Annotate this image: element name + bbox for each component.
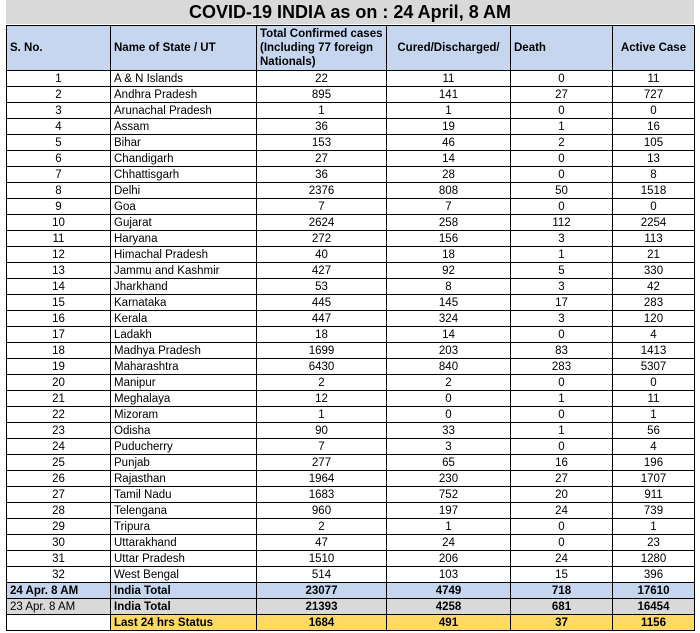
total-confirmed: 23077 bbox=[257, 583, 387, 599]
cell-sno: 32 bbox=[7, 567, 111, 583]
cell-cured: 14 bbox=[387, 327, 511, 343]
cell-death: 0 bbox=[511, 151, 613, 167]
table-row bbox=[7, 423, 695, 439]
cell-active: 0 bbox=[613, 375, 695, 391]
cell-active: 4 bbox=[613, 327, 695, 343]
page-title: COVID-19 INDIA as on : 24 April, 8 AM bbox=[6, 0, 694, 24]
table-row bbox=[7, 439, 695, 455]
cell-active: 105 bbox=[613, 135, 695, 151]
cell-death: 1 bbox=[511, 247, 613, 263]
cell-confirmed: 6430 bbox=[257, 359, 387, 375]
cell-state: Mizoram bbox=[111, 407, 257, 423]
table-row bbox=[7, 87, 695, 103]
cell-death: 0 bbox=[511, 327, 613, 343]
table-row bbox=[7, 487, 695, 503]
total-active: 17610 bbox=[613, 583, 695, 599]
cell-sno: 11 bbox=[7, 231, 111, 247]
cell-state: Telengana bbox=[111, 503, 257, 519]
cell-active: 42 bbox=[613, 279, 695, 295]
cell-sno: 4 bbox=[7, 119, 111, 135]
cell-sno: 24 bbox=[7, 439, 111, 455]
table-row bbox=[7, 391, 695, 407]
cell-active: 11 bbox=[613, 391, 695, 407]
cell-confirmed: 960 bbox=[257, 503, 387, 519]
cell-confirmed: 277 bbox=[257, 455, 387, 471]
cell-death: 0 bbox=[511, 375, 613, 391]
table-row bbox=[7, 231, 695, 247]
cell-sno: 14 bbox=[7, 279, 111, 295]
cell-state: Arunachal Pradesh bbox=[111, 103, 257, 119]
cell-sno: 19 bbox=[7, 359, 111, 375]
cell-cured: 8 bbox=[387, 279, 511, 295]
cell-confirmed: 427 bbox=[257, 263, 387, 279]
cell-cured: 24 bbox=[387, 535, 511, 551]
cell-sno: 13 bbox=[7, 263, 111, 279]
total-death: 681 bbox=[511, 599, 613, 615]
cell-sno: 9 bbox=[7, 199, 111, 215]
status-label: Last 24 hrs Status bbox=[111, 615, 257, 631]
cell-sno: 16 bbox=[7, 311, 111, 327]
cell-active: 727 bbox=[613, 87, 695, 103]
cell-death: 0 bbox=[511, 407, 613, 423]
cell-sno: 8 bbox=[7, 183, 111, 199]
table-row bbox=[7, 375, 695, 391]
cell-confirmed: 36 bbox=[257, 119, 387, 135]
cell-confirmed: 1 bbox=[257, 407, 387, 423]
cell-state: Madhya Pradesh bbox=[111, 343, 257, 359]
cell-death: 1 bbox=[511, 391, 613, 407]
cell-confirmed: 7 bbox=[257, 439, 387, 455]
total-cured: 4749 bbox=[387, 583, 511, 599]
cell-sno: 1 bbox=[7, 71, 111, 87]
cell-active: 1707 bbox=[613, 471, 695, 487]
cell-active: 0 bbox=[613, 199, 695, 215]
cell-state: Odisha bbox=[111, 423, 257, 439]
cell-death: 0 bbox=[511, 103, 613, 119]
header-state: Name of State / UT bbox=[111, 26, 257, 71]
cell-state: Chandigarh bbox=[111, 151, 257, 167]
cell-state: Chhattisgarh bbox=[111, 167, 257, 183]
cell-active: 1518 bbox=[613, 183, 695, 199]
table-row bbox=[7, 519, 695, 535]
cell-state: West Bengal bbox=[111, 567, 257, 583]
cell-cured: 33 bbox=[387, 423, 511, 439]
cell-cured: 65 bbox=[387, 455, 511, 471]
cell-sno: 18 bbox=[7, 343, 111, 359]
cell-state: Himachal Pradesh bbox=[111, 247, 257, 263]
cell-state: Haryana bbox=[111, 231, 257, 247]
table-row bbox=[7, 503, 695, 519]
total-confirmed: 21393 bbox=[257, 599, 387, 615]
cell-death: 20 bbox=[511, 487, 613, 503]
cell-confirmed: 514 bbox=[257, 567, 387, 583]
table-row bbox=[7, 535, 695, 551]
cell-cured: 324 bbox=[387, 311, 511, 327]
cell-state: Tamil Nadu bbox=[111, 487, 257, 503]
table-row bbox=[7, 199, 695, 215]
cell-confirmed: 272 bbox=[257, 231, 387, 247]
cell-death: 5 bbox=[511, 263, 613, 279]
cell-cured: 11 bbox=[387, 71, 511, 87]
table-row bbox=[7, 567, 695, 583]
cell-death: 0 bbox=[511, 199, 613, 215]
cell-state: Uttar Pradesh bbox=[111, 551, 257, 567]
cell-cured: 0 bbox=[387, 391, 511, 407]
cell-cured: 18 bbox=[387, 247, 511, 263]
table-row bbox=[7, 295, 695, 311]
cell-cured: 258 bbox=[387, 215, 511, 231]
table-row bbox=[7, 183, 695, 199]
cell-active: 196 bbox=[613, 455, 695, 471]
cell-death: 27 bbox=[511, 87, 613, 103]
cell-death: 27 bbox=[511, 471, 613, 487]
cell-sno: 27 bbox=[7, 487, 111, 503]
cell-active: 21 bbox=[613, 247, 695, 263]
cell-cured: 14 bbox=[387, 151, 511, 167]
table-row bbox=[7, 135, 695, 151]
cell-cured: 0 bbox=[387, 407, 511, 423]
cell-active: 1280 bbox=[613, 551, 695, 567]
table-row bbox=[7, 119, 695, 135]
table-row bbox=[7, 455, 695, 471]
total-label: India Total bbox=[111, 583, 257, 599]
cell-state: Puducherry bbox=[111, 439, 257, 455]
cell-death: 24 bbox=[511, 551, 613, 567]
cell-confirmed: 447 bbox=[257, 311, 387, 327]
status-confirmed: 1684 bbox=[257, 615, 387, 631]
cell-cured: 1 bbox=[387, 103, 511, 119]
cell-confirmed: 1964 bbox=[257, 471, 387, 487]
cell-confirmed: 7 bbox=[257, 199, 387, 215]
cell-sno: 17 bbox=[7, 327, 111, 343]
cell-confirmed: 18 bbox=[257, 327, 387, 343]
covid-cases-table bbox=[6, 25, 695, 631]
cell-death: 3 bbox=[511, 311, 613, 327]
cell-confirmed: 1510 bbox=[257, 551, 387, 567]
cell-sno: 20 bbox=[7, 375, 111, 391]
cell-state: Delhi bbox=[111, 183, 257, 199]
cell-active: 330 bbox=[613, 263, 695, 279]
table-row bbox=[7, 343, 695, 359]
cell-state: Manipur bbox=[111, 375, 257, 391]
cell-state: Tripura bbox=[111, 519, 257, 535]
cell-active: 5307 bbox=[613, 359, 695, 375]
cell-active: 1 bbox=[613, 519, 695, 535]
status-death: 37 bbox=[511, 615, 613, 631]
cell-sno: 2 bbox=[7, 87, 111, 103]
cell-confirmed: 445 bbox=[257, 295, 387, 311]
header-active: Active Case bbox=[613, 26, 695, 71]
cell-sno: 23 bbox=[7, 423, 111, 439]
cell-confirmed: 2 bbox=[257, 519, 387, 535]
cell-state: Jharkhand bbox=[111, 279, 257, 295]
table-row bbox=[7, 359, 695, 375]
cell-sno: 25 bbox=[7, 455, 111, 471]
status-active: 1156 bbox=[613, 615, 695, 631]
cell-active: 113 bbox=[613, 231, 695, 247]
cell-confirmed: 47 bbox=[257, 535, 387, 551]
cell-confirmed: 1683 bbox=[257, 487, 387, 503]
cell-cured: 197 bbox=[387, 503, 511, 519]
cell-sno: 10 bbox=[7, 215, 111, 231]
cell-confirmed: 1699 bbox=[257, 343, 387, 359]
cell-confirmed: 2 bbox=[257, 375, 387, 391]
cell-active: 23 bbox=[613, 535, 695, 551]
cell-cured: 230 bbox=[387, 471, 511, 487]
cell-sno: 30 bbox=[7, 535, 111, 551]
cell-active: 4 bbox=[613, 439, 695, 455]
cell-cured: 1 bbox=[387, 519, 511, 535]
table-row bbox=[7, 215, 695, 231]
cell-sno: 12 bbox=[7, 247, 111, 263]
cell-death: 2 bbox=[511, 135, 613, 151]
cell-cured: 7 bbox=[387, 199, 511, 215]
total-death: 718 bbox=[511, 583, 613, 599]
cell-active: 396 bbox=[613, 567, 695, 583]
cell-death: 3 bbox=[511, 231, 613, 247]
table-row bbox=[7, 71, 695, 87]
cell-confirmed: 36 bbox=[257, 167, 387, 183]
cell-death: 0 bbox=[511, 167, 613, 183]
table-row bbox=[7, 103, 695, 119]
cell-active: 120 bbox=[613, 311, 695, 327]
total-date: 24 Apr. 8 AM bbox=[7, 583, 111, 599]
cell-death: 1 bbox=[511, 423, 613, 439]
cell-active: 16 bbox=[613, 119, 695, 135]
cell-cured: 145 bbox=[387, 295, 511, 311]
table-row bbox=[7, 327, 695, 343]
cell-confirmed: 40 bbox=[257, 247, 387, 263]
cell-confirmed: 12 bbox=[257, 391, 387, 407]
total-label: India Total bbox=[111, 599, 257, 615]
cell-death: 283 bbox=[511, 359, 613, 375]
table-row bbox=[7, 247, 695, 263]
cell-confirmed: 895 bbox=[257, 87, 387, 103]
cell-state: Kerala bbox=[111, 311, 257, 327]
header-confirmed: Total Confirmed cases (Including 77 foreign Nationals) bbox=[257, 26, 387, 71]
cell-sno: 21 bbox=[7, 391, 111, 407]
status-blank-cell bbox=[7, 615, 111, 631]
cell-confirmed: 153 bbox=[257, 135, 387, 151]
total-cured: 4258 bbox=[387, 599, 511, 615]
cell-cured: 19 bbox=[387, 119, 511, 135]
cell-death: 0 bbox=[511, 71, 613, 87]
status-row bbox=[7, 615, 695, 631]
cell-sno: 6 bbox=[7, 151, 111, 167]
table-row bbox=[7, 151, 695, 167]
cell-active: 283 bbox=[613, 295, 695, 311]
cell-cured: 103 bbox=[387, 567, 511, 583]
cell-state: Meghalaya bbox=[111, 391, 257, 407]
cell-state: Maharashtra bbox=[111, 359, 257, 375]
table-row bbox=[7, 279, 695, 295]
cell-active: 911 bbox=[613, 487, 695, 503]
cell-confirmed: 1 bbox=[257, 103, 387, 119]
cell-cured: 141 bbox=[387, 87, 511, 103]
cell-state: Rajasthan bbox=[111, 471, 257, 487]
cell-active: 56 bbox=[613, 423, 695, 439]
header-sno: S. No. bbox=[7, 26, 111, 71]
cell-active: 8 bbox=[613, 167, 695, 183]
cell-confirmed: 90 bbox=[257, 423, 387, 439]
cell-sno: 5 bbox=[7, 135, 111, 151]
total-date: 23 Apr. 8 AM bbox=[7, 599, 111, 615]
cell-death: 50 bbox=[511, 183, 613, 199]
cell-state: Gujarat bbox=[111, 215, 257, 231]
header-death: Death bbox=[511, 26, 613, 71]
total-active: 16454 bbox=[613, 599, 695, 615]
cell-active: 0 bbox=[613, 103, 695, 119]
cell-death: 0 bbox=[511, 519, 613, 535]
cell-sno: 22 bbox=[7, 407, 111, 423]
cell-active: 2254 bbox=[613, 215, 695, 231]
cell-cured: 28 bbox=[387, 167, 511, 183]
cell-state: Jammu and Kashmir bbox=[111, 263, 257, 279]
table-row bbox=[7, 471, 695, 487]
cell-confirmed: 2624 bbox=[257, 215, 387, 231]
cell-state: A & N Islands bbox=[111, 71, 257, 87]
cell-death: 3 bbox=[511, 279, 613, 295]
cell-sno: 26 bbox=[7, 471, 111, 487]
cell-state: Goa bbox=[111, 199, 257, 215]
cell-death: 83 bbox=[511, 343, 613, 359]
cell-cured: 808 bbox=[387, 183, 511, 199]
table-row bbox=[7, 551, 695, 567]
total-row-current bbox=[7, 583, 695, 599]
table-row bbox=[7, 263, 695, 279]
cell-sno: 7 bbox=[7, 167, 111, 183]
status-cured: 491 bbox=[387, 615, 511, 631]
cell-death: 17 bbox=[511, 295, 613, 311]
cell-cured: 203 bbox=[387, 343, 511, 359]
cell-state: Ladakh bbox=[111, 327, 257, 343]
cell-confirmed: 22 bbox=[257, 71, 387, 87]
cell-cured: 752 bbox=[387, 487, 511, 503]
cell-confirmed: 53 bbox=[257, 279, 387, 295]
cell-death: 24 bbox=[511, 503, 613, 519]
cell-state: Andhra Pradesh bbox=[111, 87, 257, 103]
cell-death: 112 bbox=[511, 215, 613, 231]
cell-cured: 3 bbox=[387, 439, 511, 455]
cell-sno: 28 bbox=[7, 503, 111, 519]
cell-state: Assam bbox=[111, 119, 257, 135]
cell-state: Uttarakhand bbox=[111, 535, 257, 551]
table-row bbox=[7, 167, 695, 183]
table-row bbox=[7, 311, 695, 327]
cell-cured: 92 bbox=[387, 263, 511, 279]
cell-sno: 3 bbox=[7, 103, 111, 119]
cell-cured: 156 bbox=[387, 231, 511, 247]
cell-active: 13 bbox=[613, 151, 695, 167]
total-row-previous bbox=[7, 599, 695, 615]
cell-state: Bihar bbox=[111, 135, 257, 151]
header-row bbox=[7, 26, 695, 71]
cell-state: Karnataka bbox=[111, 295, 257, 311]
cell-active: 11 bbox=[613, 71, 695, 87]
cell-death: 15 bbox=[511, 567, 613, 583]
cell-confirmed: 27 bbox=[257, 151, 387, 167]
cell-cured: 840 bbox=[387, 359, 511, 375]
cell-sno: 31 bbox=[7, 551, 111, 567]
cell-cured: 46 bbox=[387, 135, 511, 151]
table-row bbox=[7, 407, 695, 423]
cell-active: 1413 bbox=[613, 343, 695, 359]
cell-death: 0 bbox=[511, 439, 613, 455]
cell-active: 739 bbox=[613, 503, 695, 519]
cell-active: 1 bbox=[613, 407, 695, 423]
cell-state: Punjab bbox=[111, 455, 257, 471]
cell-death: 1 bbox=[511, 119, 613, 135]
cell-sno: 29 bbox=[7, 519, 111, 535]
header-cured: Cured/Discharged/ bbox=[387, 26, 511, 71]
cell-sno: 15 bbox=[7, 295, 111, 311]
cell-cured: 206 bbox=[387, 551, 511, 567]
cell-death: 0 bbox=[511, 535, 613, 551]
cell-cured: 2 bbox=[387, 375, 511, 391]
cell-death: 16 bbox=[511, 455, 613, 471]
cell-confirmed: 2376 bbox=[257, 183, 387, 199]
